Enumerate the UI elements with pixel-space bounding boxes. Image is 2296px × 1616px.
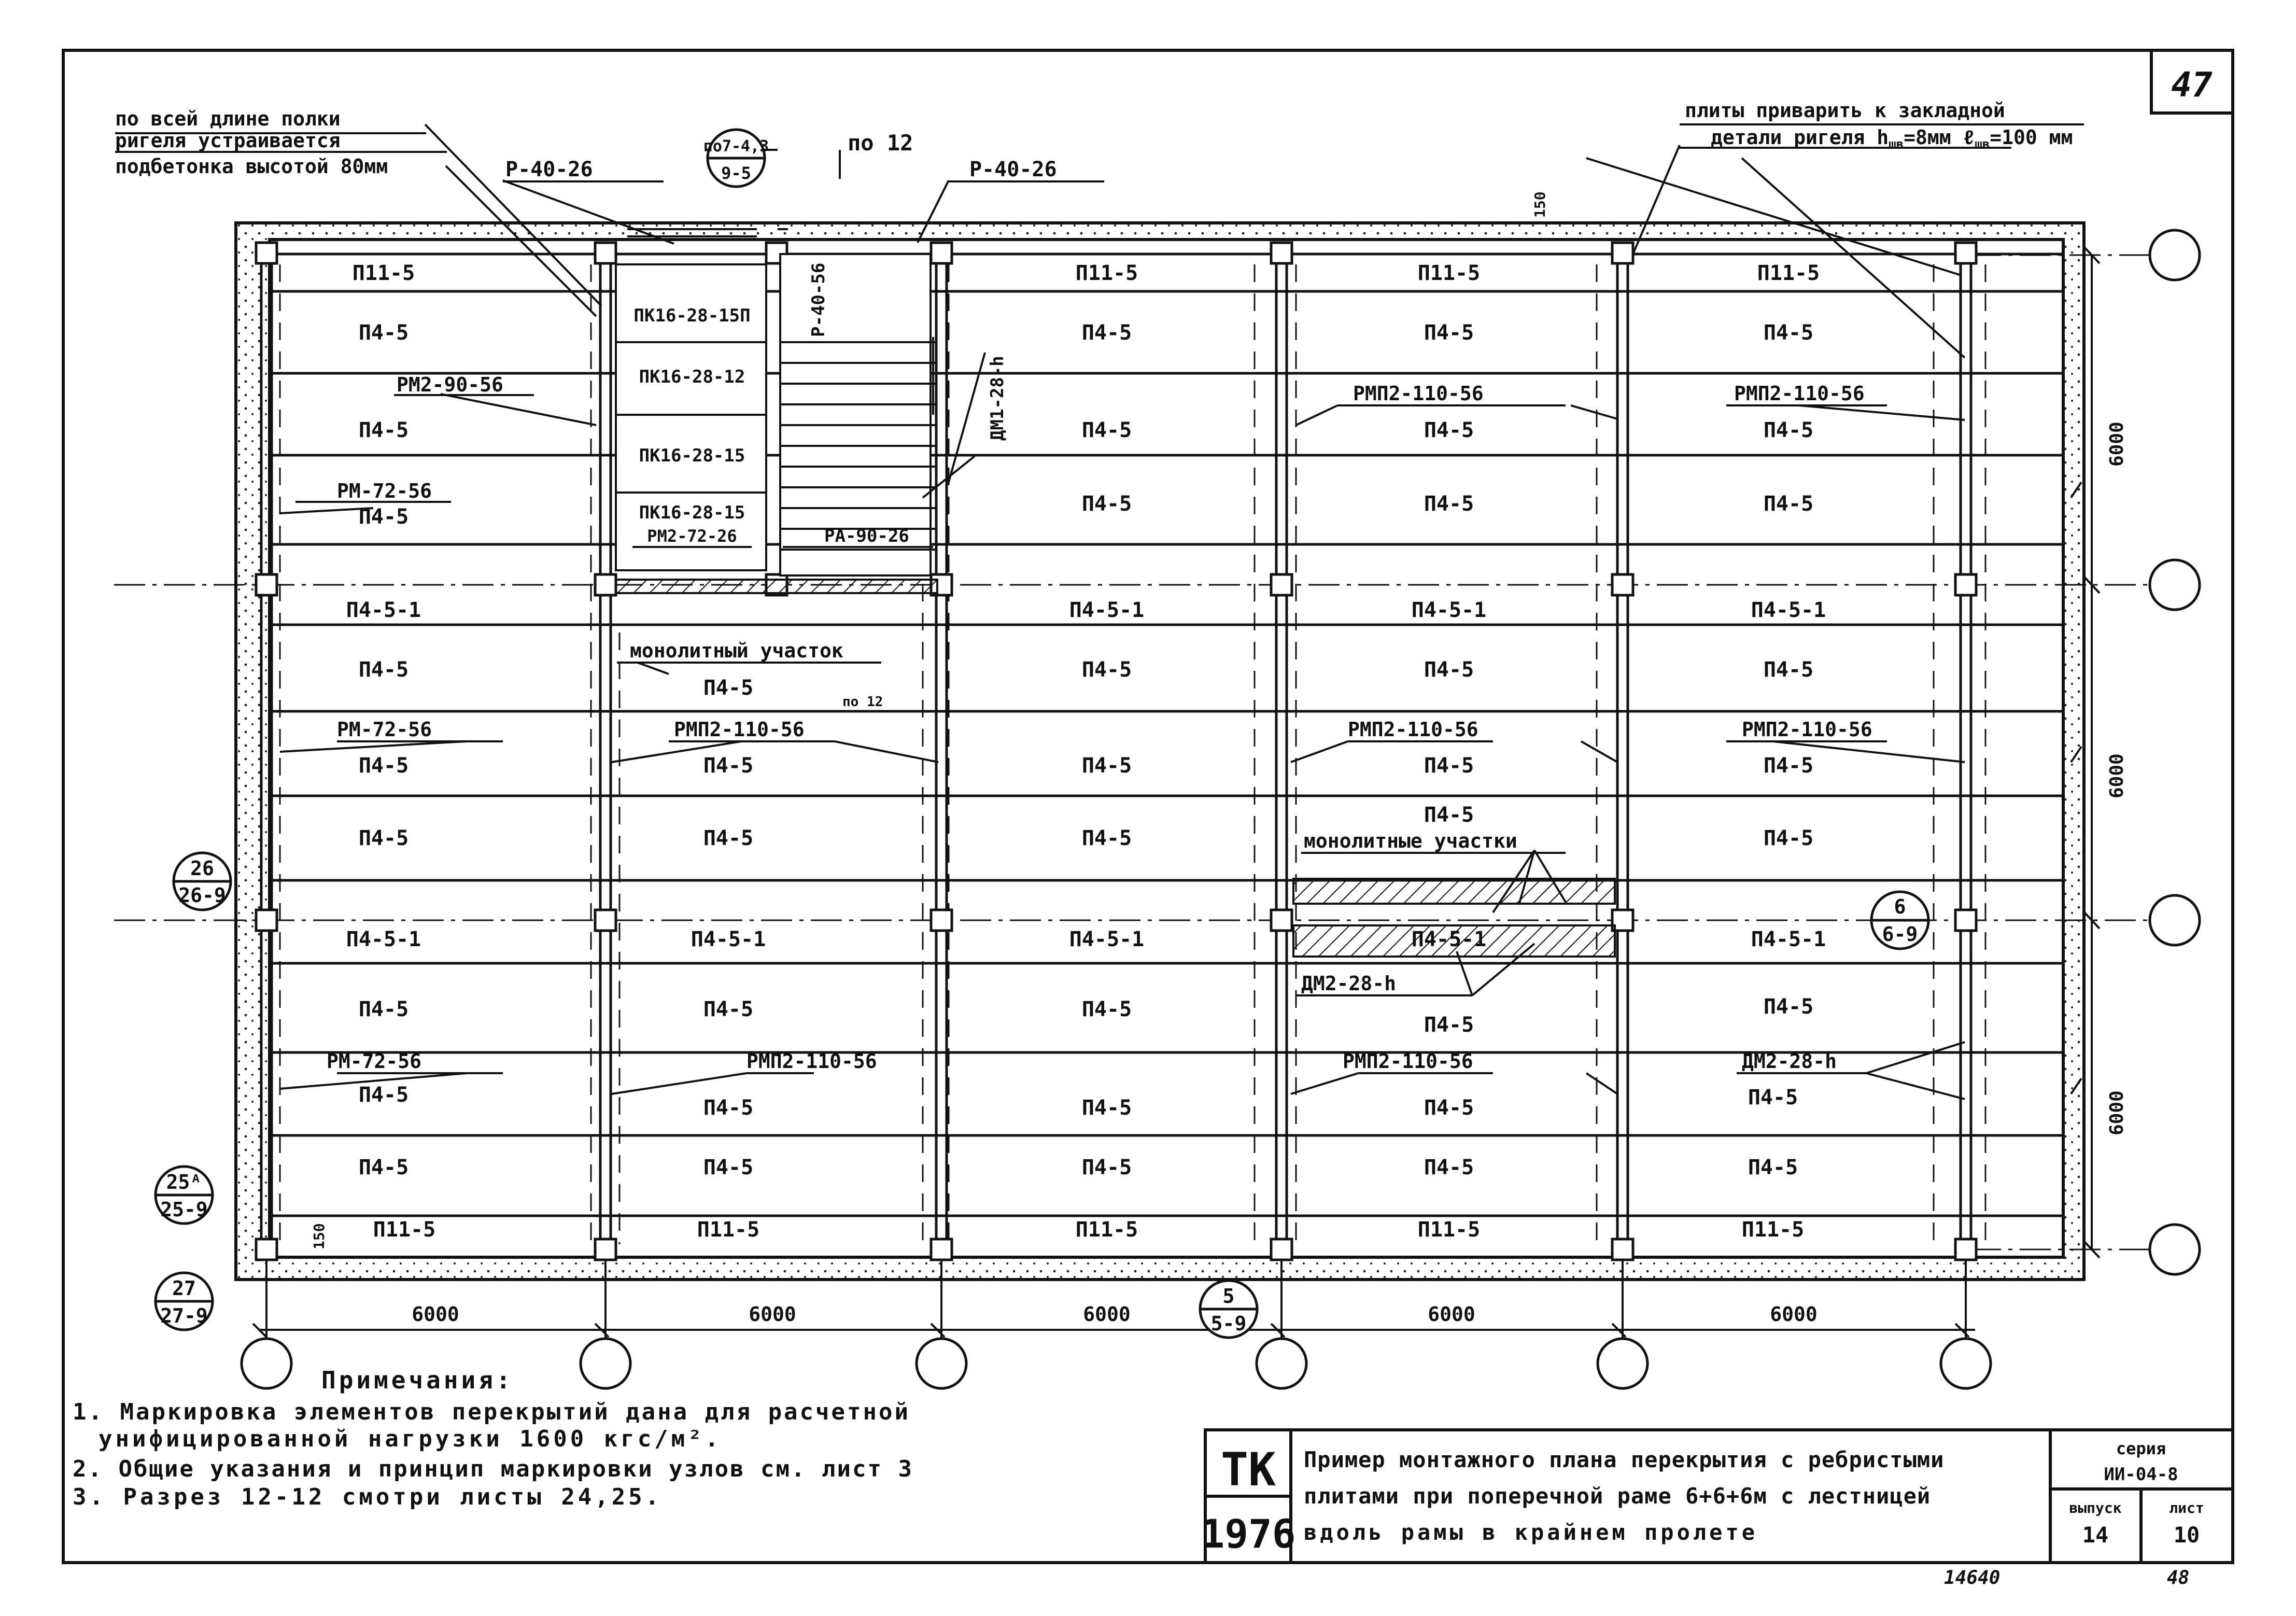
slab-label: П4-5 — [703, 997, 754, 1021]
slab-label: П4-5 — [1081, 492, 1132, 516]
callout-27-den: 27-9 — [160, 1304, 208, 1327]
slab-label: П4-5 — [1081, 1096, 1132, 1120]
note-line-4: 3. Разрез 12-12 смотри листы 24,25. — [73, 1484, 663, 1510]
slab-label: П4-5 — [1424, 418, 1474, 442]
weld-note-line-2: детали ригеля $h_{шв}=8мм$ ℓ$_{шв}$=100 мм — [1711, 126, 2073, 151]
slab-label: П11-5 — [1417, 261, 1481, 285]
slab-label: П4-5 — [1424, 803, 1474, 827]
weld-note-line-1: плиты приварить к закладной — [1685, 99, 2005, 122]
bay-dim-4: 6000 — [1428, 1303, 1475, 1326]
beam-label: РМ-72-56 — [327, 1050, 422, 1073]
slab-label: П4-5 — [1081, 418, 1132, 442]
callout-26-den: 26-9 — [178, 884, 226, 907]
bay-dim-5: 6000 — [1770, 1303, 1818, 1326]
mark-r40-vertical: Р-40-56 — [808, 262, 829, 337]
slab-label: П4-5 — [358, 418, 409, 442]
stair-pk-3: ПК16-28-15 — [639, 445, 745, 466]
slab-label: П11-5 — [697, 1218, 760, 1242]
slab-label: П4-5 — [1763, 754, 1814, 778]
beam-label: ДМ2-28-h — [1301, 972, 1397, 995]
slab-label: П11-5 — [1757, 261, 1820, 285]
section-mark-12: по 12 — [842, 694, 883, 710]
slab-label: П4-5 — [1763, 418, 1814, 442]
mark-dm1: ДМ1-28-h — [987, 356, 1008, 441]
callout-line-2: ригеля устраивается — [115, 129, 341, 152]
beam-label: РМ-72-56 — [337, 718, 432, 741]
issue-label: выпуск — [2069, 1499, 2122, 1516]
beam-label: ДМ2-28-h — [1742, 1050, 1837, 1073]
slab-label: П4-5 — [1081, 754, 1132, 778]
slab-label: П4-5 — [1081, 997, 1132, 1021]
beam-label: РМ-72-56 — [337, 480, 432, 502]
series-value: ИИ-04-8 — [2104, 1464, 2178, 1485]
slab-label: П4-5 — [358, 997, 409, 1021]
slab-label: П4-5-1 — [691, 928, 766, 951]
slab-label: П4-5 — [1424, 492, 1474, 516]
beam-label: РМП2-110-56 — [674, 718, 805, 741]
beam-label: РМП2-110-56 — [1343, 1050, 1473, 1073]
slab-labels — [346, 261, 1826, 1242]
bay-dim-3: 6000 — [1083, 1303, 1131, 1326]
title-line-1: Пример монтажного плана перекрытия с ребристыми — [1304, 1447, 1945, 1472]
slab-label: П4-5 — [1424, 1096, 1474, 1120]
beam-labels — [327, 373, 1872, 1073]
issue-value: 14 — [2082, 1522, 2109, 1548]
slab-label: П4-5 — [1081, 826, 1132, 850]
slab-label: П4-5 — [358, 658, 409, 682]
callout-6-num: 6 — [1894, 895, 1906, 918]
mark-r40-left: Р-40-26 — [505, 158, 593, 181]
callout-5-den: 5-9 — [1210, 1312, 1247, 1335]
slab-label: П4-5 — [1424, 754, 1474, 778]
callout-26-num: 26 — [190, 857, 214, 880]
slab-label: П4-5 — [1763, 826, 1814, 850]
title-org: ТК — [1221, 1443, 1276, 1496]
slab-label: П11-5 — [1075, 261, 1138, 285]
callout-27-num: 27 — [172, 1277, 196, 1300]
bay-dim-1: 6000 — [412, 1303, 459, 1326]
callout-5-num: 5 — [1222, 1285, 1235, 1308]
slab-label: П4-5-1 — [1069, 598, 1145, 622]
slab-label: П11-5 — [1417, 1218, 1481, 1242]
callout-ref-num: по7-4,3 — [703, 137, 769, 156]
title-line-2: плитами при поперечной раме 6+6+6м с лестницей — [1304, 1483, 1931, 1509]
slab-label: П4-5-1 — [1411, 928, 1487, 951]
mark-r40-right: Р-40-26 — [969, 158, 1057, 181]
section-mark-top: по 12 — [848, 130, 913, 156]
callout-25-num: 25ᴬ — [166, 1171, 202, 1193]
stamp-right: 48 — [2167, 1567, 2190, 1589]
span-dim-3: 6000 — [2106, 1090, 2128, 1135]
stair-pk-2: ПК16-28-12 — [639, 367, 745, 387]
slab-label: П4-5 — [1748, 1086, 1798, 1109]
dim-150-bottom: 150 — [311, 1223, 328, 1249]
slab-label: П4-5-1 — [346, 598, 421, 622]
callout-ref-den: 9-5 — [721, 163, 751, 183]
slab-label: П11-5 — [352, 261, 415, 285]
stair-ra: РА-90-26 — [824, 526, 909, 546]
slab-label: П4-5 — [1763, 995, 1814, 1019]
slab-label: П4-5 — [358, 826, 409, 850]
callout-line-3: подбетонка высотой 80мм — [115, 155, 388, 178]
stamp-left: 14640 — [1944, 1567, 2001, 1589]
page-number: 47 — [2171, 65, 2213, 105]
slab-label: П4-5 — [1424, 321, 1474, 345]
sheet-value: 10 — [2173, 1522, 2200, 1548]
slab-label: П4-5 — [358, 754, 409, 778]
slab-label: П4-5 — [703, 826, 754, 850]
beam-label: РМП2-110-56 — [1734, 382, 1865, 405]
slab-label: П4-5 — [1763, 658, 1814, 682]
stair-rm: РМ2-72-26 — [647, 526, 737, 546]
stair-pk-4: ПК16-28-15 — [639, 502, 745, 523]
slab-label: П4-5 — [358, 321, 409, 345]
slab-label: П4-5-1 — [1751, 928, 1826, 951]
callout-texts — [160, 857, 1918, 1335]
slab-label: П4-5 — [1424, 1156, 1474, 1179]
note-line-1: 1. Маркировка элементов перекрытий дана для расчетной — [73, 1399, 910, 1425]
slab-label: П4-5 — [1424, 1013, 1474, 1037]
stair-pk-1: ПК16-28-15П — [633, 305, 751, 326]
slab-label: П4-5 — [1763, 321, 1814, 345]
monolith-label-1: монолитный участок — [630, 639, 843, 662]
slab-label: П4-5 — [358, 1156, 409, 1179]
slab-label: П4-5 — [358, 1083, 409, 1107]
beam-label: РМП2-110-56 — [1742, 718, 1872, 741]
beam-label: РМ2-90-56 — [397, 373, 503, 396]
sheet-label: лист — [2169, 1499, 2204, 1516]
slab-label: П4-5 — [1081, 658, 1132, 682]
title-line-3: вдоль рамы в крайнем пролете — [1304, 1520, 1758, 1545]
slab-label: П4-5 — [1081, 321, 1132, 345]
beam-label: РМП2-110-56 — [746, 1050, 877, 1073]
monolith-label-2: монолитные участки — [1304, 830, 1517, 852]
slab-label: П4-5-1 — [1751, 598, 1826, 622]
series-label: серия — [2116, 1439, 2166, 1458]
callout-6-den: 6-9 — [1882, 923, 1918, 946]
callout-line-1: по всей длине полки — [115, 107, 341, 130]
slab-label: П4-5 — [1763, 492, 1814, 516]
slab-label: П11-5 — [373, 1218, 436, 1242]
slab-label: П4-5 — [358, 505, 409, 529]
span-dim-1: 6000 — [2106, 421, 2128, 467]
bay-dim-2: 6000 — [749, 1303, 796, 1326]
slab-label: П4-5-1 — [346, 928, 421, 951]
slab-label: П11-5 — [1741, 1218, 1805, 1242]
note-line-3: 2. Общие указания и принцип маркировки узлов см. лист 3 — [73, 1456, 913, 1482]
beam-label: РМП2-110-56 — [1348, 718, 1478, 741]
slab-label: П4-5-1 — [1069, 928, 1145, 951]
slab-label: П11-5 — [1075, 1218, 1138, 1242]
slab-label: П4-5 — [703, 754, 754, 778]
slab-label: П4-5 — [1081, 1156, 1132, 1179]
notes-title: Примечания: — [321, 1366, 514, 1394]
slab-label: П4-5 — [1424, 658, 1474, 682]
title-year: 1976 — [1201, 1511, 1296, 1557]
note-line-2: унифицированной нагрузки 1600 кгс/м². — [98, 1426, 722, 1452]
slab-label: П4-5-1 — [1411, 598, 1487, 622]
slab-label: П4-5 — [1748, 1156, 1798, 1179]
beam-label: РМП2-110-56 — [1353, 382, 1484, 405]
span-dim-2: 6000 — [2106, 753, 2128, 798]
dim-150-top: 150 — [1531, 191, 1548, 218]
slab-label: П4-5 — [703, 1096, 754, 1120]
slab-label: П4-5 — [703, 1156, 754, 1179]
slab-label: П4-5 — [703, 676, 754, 700]
callout-25-den: 25-9 — [160, 1198, 208, 1221]
